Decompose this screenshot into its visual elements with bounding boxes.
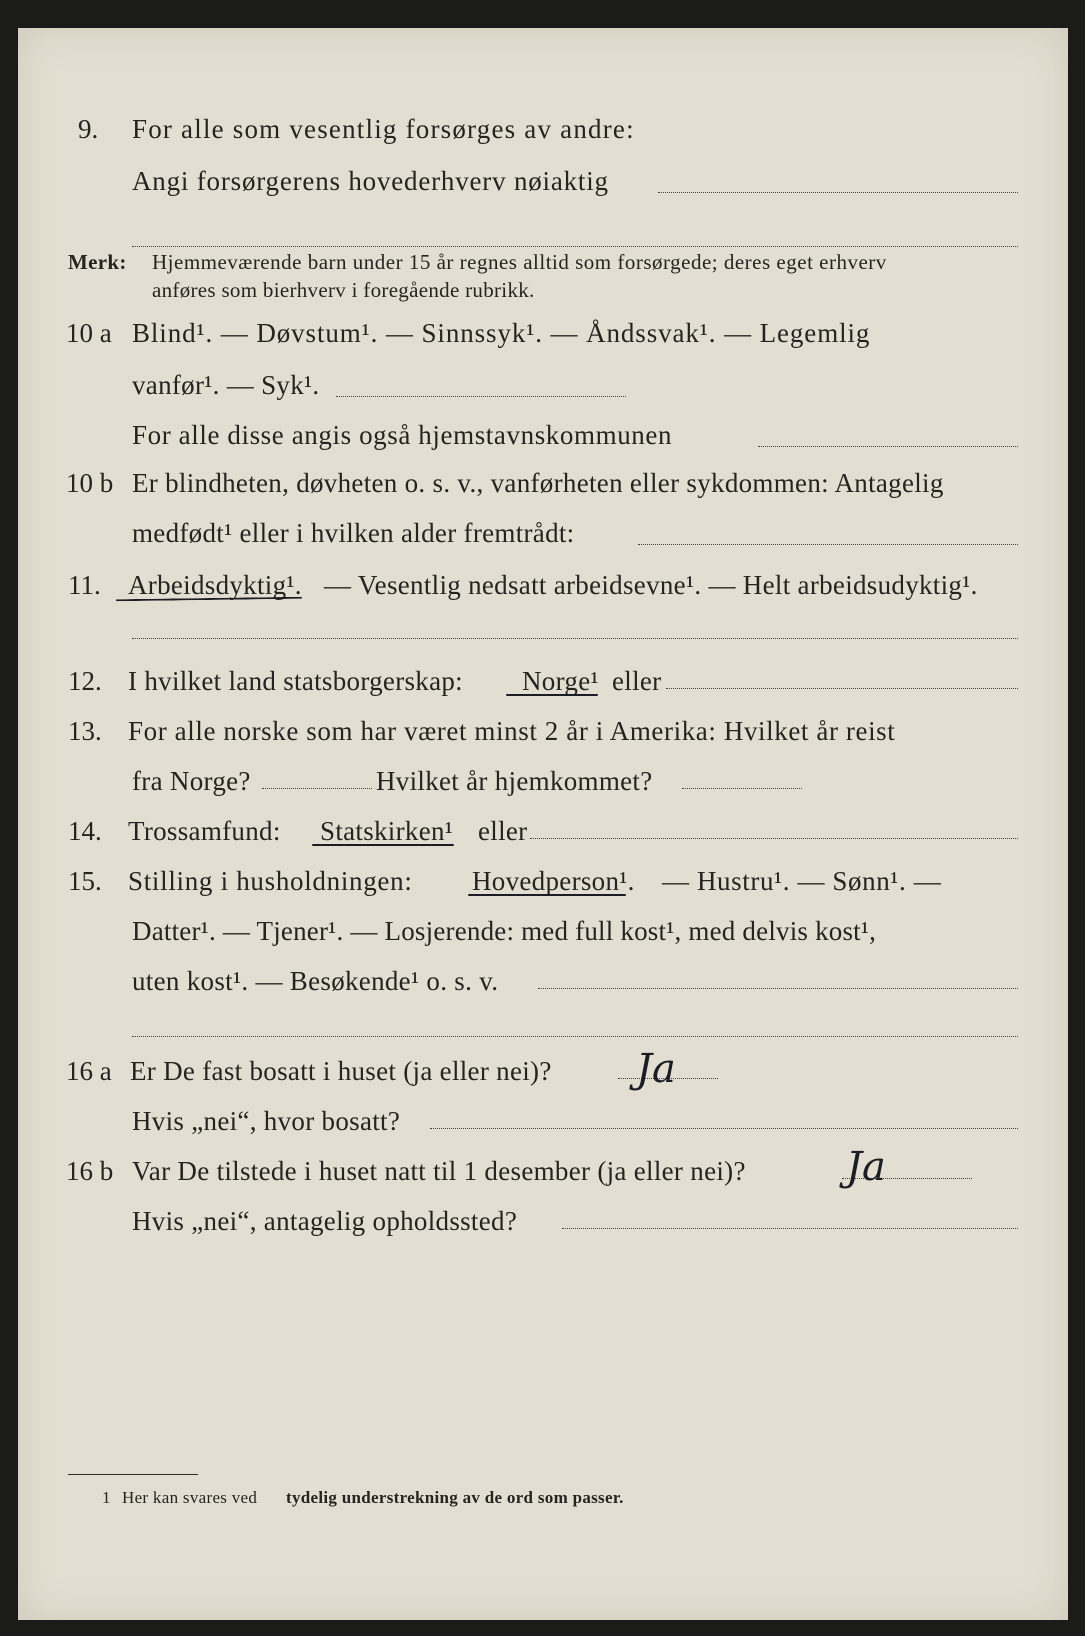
q10b-line2: medfødt¹ eller i hvilken alder fremtrådt: xyxy=(132,518,575,548)
q10a-sick-line xyxy=(336,396,626,397)
q9-answer-line xyxy=(658,192,1018,193)
q13-line1: For alle norske som har været minst 2 år i Amerika: Hvilket år reist xyxy=(128,716,896,746)
q12-prefix: I hvilket land statsborgerskap: xyxy=(128,666,463,696)
q11-answer-line xyxy=(132,638,1018,639)
q16b-line1: Var De tilstede i huset natt til 1 desember (ja eller nei)? xyxy=(132,1156,746,1186)
q10b-line1: Er blindheten, døvheten o. s. v., vanførheten eller sykdommen: Antagelig xyxy=(132,468,944,498)
q11-number: 11. xyxy=(68,570,101,600)
merk-line2: anføres som bierhverv i foregående rubrikk. xyxy=(152,278,535,302)
q12-number: 12. xyxy=(68,666,102,696)
q11-option-arbeidsdyktig: Arbeidsdyktig¹. xyxy=(128,570,302,600)
q9-answer-line-2 xyxy=(132,246,1018,247)
q16a-line1: Er De fast bosatt i huset (ja eller nei)? xyxy=(130,1056,552,1086)
q15-answer-line xyxy=(538,988,1018,989)
q10b-answer-line xyxy=(638,544,1018,545)
q15-rest1: — Hustru¹. — Sønn¹. — xyxy=(662,866,942,896)
footnote-rule xyxy=(68,1474,198,1475)
q15-option-hovedperson: Hovedperson¹. xyxy=(472,866,635,896)
q15-line2: Datter¹. — Tjener¹. — Losjerende: med full kost¹, med delvis kost¹, xyxy=(132,916,877,946)
q15-line3: uten kost¹. — Besøkende¹ o. s. v. xyxy=(132,966,499,996)
footnote-text-b: tydelig understrekning av de ord som passer. xyxy=(286,1488,624,1507)
q10a-line3: For alle disse angis også hjemstavnskommunen xyxy=(132,420,673,450)
q9-number: 9. xyxy=(78,114,99,144)
merk-line1: Hjemmeværende barn under 15 år regnes alltid som forsørgede; deres eget erhverv xyxy=(152,250,887,274)
q14-suffix: eller xyxy=(478,816,528,846)
q13-line2b: Hvilket år hjemkommet? xyxy=(376,766,653,796)
footnote-mark: 1 xyxy=(102,1488,111,1507)
q10a-number: 10 a xyxy=(66,318,112,348)
q12-answer-line xyxy=(666,688,1018,689)
merk-label: Merk: xyxy=(68,250,127,274)
q10a-home-line xyxy=(758,446,1018,447)
q13-line2a: fra Norge? xyxy=(132,766,251,796)
q16a-where-line xyxy=(430,1128,1018,1129)
q16a-number: 16 a xyxy=(66,1056,112,1086)
q11-rest: — Vesentlig nedsatt arbeidsevne¹. — Helt arbeidsudyktig¹. xyxy=(324,570,978,600)
census-form-page xyxy=(18,28,1068,1620)
q14-prefix: Trossamfund: xyxy=(128,816,281,846)
q13-number: 13. xyxy=(68,716,102,746)
q10b-number: 10 b xyxy=(66,468,114,498)
q12-option-norge: Norge¹ xyxy=(522,666,599,696)
q14-underline-mark xyxy=(312,844,454,846)
q12-underline-mark xyxy=(506,694,598,696)
q16a-line2: Hvis „nei“, hvor bosatt? xyxy=(132,1106,401,1136)
q9-line1: For alle som vesentlig forsørges av andre: xyxy=(132,114,635,144)
q14-answer-line xyxy=(530,838,1018,839)
q15-prefix: Stilling i husholdningen: xyxy=(128,866,413,896)
q16b-number: 16 b xyxy=(66,1156,114,1186)
q15-answer-line-2 xyxy=(132,1036,1018,1037)
q16b-line2: Hvis „nei“, antagelig opholdssted? xyxy=(132,1206,518,1236)
q13-return-line xyxy=(682,788,802,789)
q15-number: 15. xyxy=(68,866,102,896)
q15-underline-mark xyxy=(468,894,626,896)
q16a-handwritten-answer: Ja xyxy=(636,1046,676,1092)
q12-suffix: eller xyxy=(612,666,662,696)
q14-number: 14. xyxy=(68,816,102,846)
q13-left-line xyxy=(262,788,372,789)
q16b-where-line xyxy=(562,1228,1018,1229)
q9-line2: Angi forsørgerens hovederhverv nøiaktig xyxy=(132,166,609,196)
q10a-line1: Blind¹. — Døvstum¹. — Sinnssyk¹. — Åndssvak¹. — Legemlig xyxy=(132,318,871,348)
q16b-handwritten-answer: Ja xyxy=(846,1144,886,1190)
footnote-text-a: Her kan svares ved xyxy=(122,1488,258,1507)
q10a-line2: vanfør¹. — Syk¹. xyxy=(132,370,320,400)
q14-option-statskirken: Statskirken¹ xyxy=(320,816,454,846)
